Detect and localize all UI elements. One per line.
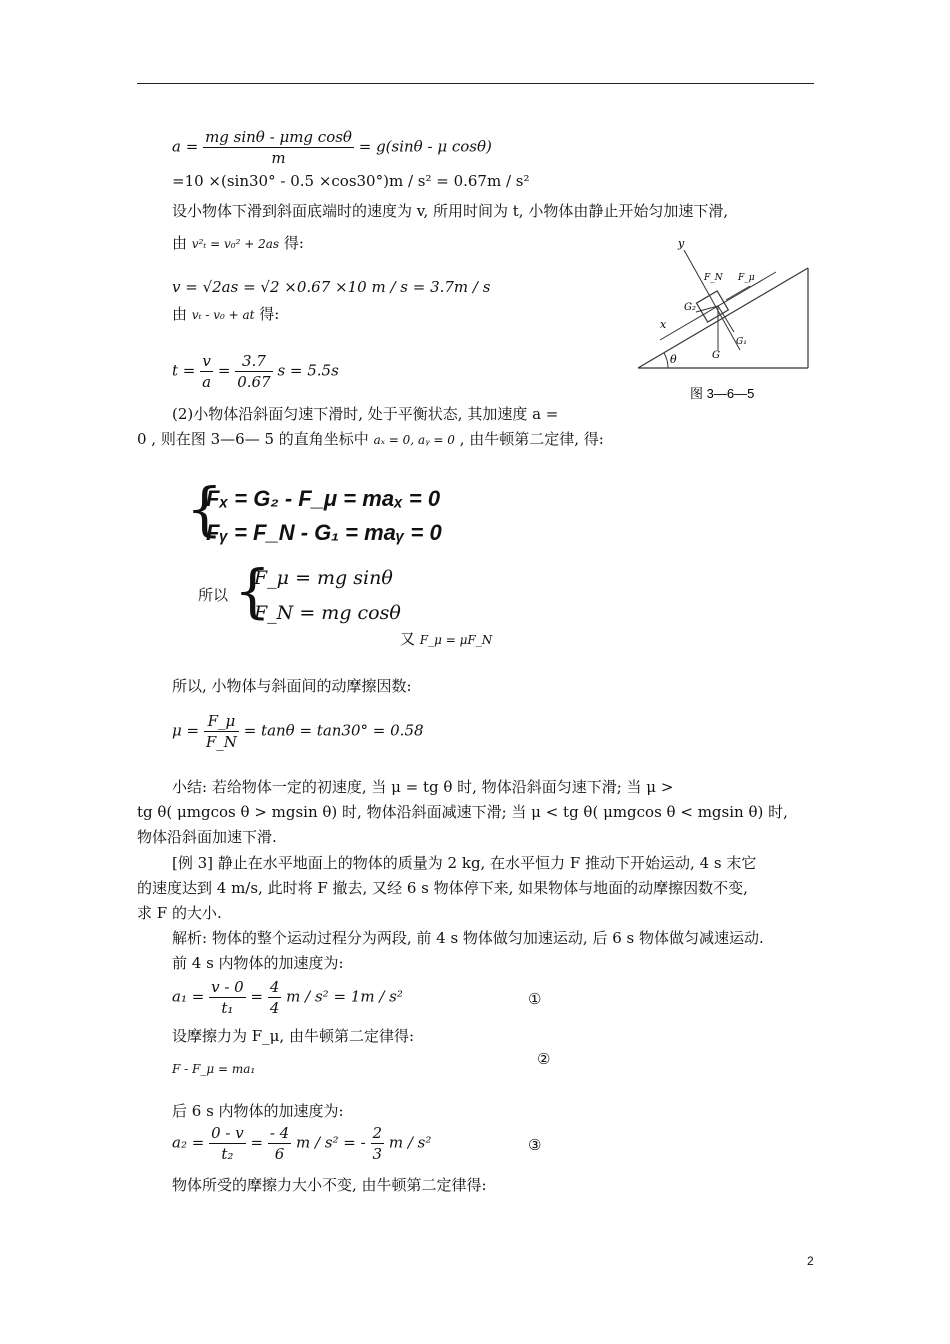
summary-line-2: tg θ( μmgcos θ > mgsin θ) 时, 物体沿斜面减速下滑; 当 μ < tg θ( μmgcos θ < mgsin θ) 时, [137, 803, 788, 821]
example3-line-1: [例 3] 静止在水平地面上的物体的质量为 2 kg, 在水平恒力 F 推动下开始运动, 4 s 末它 [172, 854, 757, 872]
equation-fn: F_N = mg cosθ [254, 602, 401, 624]
brace-system-1: { [186, 475, 223, 543]
analysis-line-2: 前 4 s 内物体的加速度为: [172, 954, 344, 972]
paragraph-equilibrium-1: (2)小物体沿斜面匀速下滑时, 处于平衡状态, 其加速度 a = [172, 405, 559, 423]
label-theta: θ [670, 353, 677, 366]
paragraph-kinematics-2: 由 vₜ - v₀ + at 得: [172, 305, 280, 323]
equation-mark-2: ② [537, 1050, 551, 1068]
label-fmu: F_μ [738, 273, 755, 283]
y-axis-line [684, 250, 740, 350]
equation-mark-3: ③ [528, 1136, 542, 1154]
angle-arc [664, 353, 668, 368]
paragraph-setup: 设小物体下滑到斜面底端时的速度为 v, 所用时间为 t, 小物体由静止开始匀加速下滑, [172, 202, 729, 220]
analysis-line-4: 后 6 s 内物体的加速度为: [172, 1102, 344, 1120]
fmu-line [726, 286, 750, 300]
equation-fmu: F_μ = mg sinθ [254, 567, 393, 589]
formula-time: t = $\frac{v}{a}$ = $\frac{3.7}{0.67}$ s = 5.5s [172, 352, 339, 391]
label-x: x [660, 318, 667, 331]
formula-mu: μ = $\frac{F\_\mu}{F\_N}$ = tanθ = tan30° = 0.58 [172, 712, 424, 751]
analysis-line-1: 解析: 物体的整个运动过程分为两段, 前 4 s 物体做匀加速运动, 后 6 s 物体做匀减速运动. [172, 929, 764, 947]
formula-a1: a₁ = $\frac{v - 0}{\text{t₁}}$ = $\frac{4}{4}$ m / s² = 1m / s² [172, 978, 403, 1017]
summary-line-1: 小结: 若给物体一定的初速度, 当 μ = tg θ 时, 物体沿斜面匀速下滑; 当 μ > [172, 778, 674, 796]
label-g: G [712, 350, 720, 361]
incline-figure [630, 232, 810, 407]
equation-mark-1: ① [528, 990, 542, 1008]
equation-y: Fᵧ = F_N - G₁ = maᵧ = 0 [206, 520, 442, 545]
label-so: 所以 [198, 586, 229, 604]
paragraph-kinematics-1: 由 v²ₜ = v₀² + 2as 得: [172, 234, 304, 252]
page-number: 2 [807, 1254, 814, 1268]
header-rule [137, 83, 814, 84]
formula-acceleration: a = $\frac{\text{mg sinθ - μmg cosθ}}{m}$ = g(sinθ - μ cosθ) [172, 128, 492, 167]
analysis-line-3: 设摩擦力为 F_μ, 由牛顿第二定律得: [172, 1027, 415, 1045]
brace-system-2: { [234, 557, 271, 625]
summary-line-3: 物体沿斜面加速下滑. [137, 828, 277, 846]
example3-line-2: 的速度达到 4 m/s, 此时将 F 撤去, 又经 6 s 物体停下来, 如果物体与地面的动摩擦因数不变, [137, 879, 748, 897]
example3-line-3: 求 F 的大小. [137, 904, 222, 922]
label-also: 又 F_μ = μF_N [400, 630, 493, 648]
formula-a2: a₂ = $\frac{0 - v}{\text{t₂}}$ = $\frac{- 4}{6}$ m / s² = - $\frac{2}{3}$ m / s² [172, 1124, 432, 1163]
figure-caption: 图 3—6—5 [690, 386, 755, 401]
label-y: y [678, 237, 685, 250]
formula-newton-1: F - F_μ = ma₁ [172, 1062, 256, 1076]
formula-acceleration-numeric: =10 ×(sin30° - 0.5 ×cos30°)m / s² = 0.67m / s² [172, 172, 530, 190]
label-g1: G₁ [736, 337, 747, 347]
paragraph-friction-coefficient: 所以, 小物体与斜面间的动摩擦因数: [172, 677, 412, 695]
paragraph-equilibrium-2: 0 , 则在图 3—6— 5 的直角坐标中 aₓ = 0, aᵧ = 0 , 由牛顿第二定律, 得: [137, 430, 604, 448]
analysis-line-5: 物体所受的摩擦力大小不变, 由牛顿第二定律得: [172, 1176, 487, 1194]
label-g2: G₂ [684, 302, 696, 313]
formula-velocity: v = √2as = √2 ×0.67 ×10 m / s = 3.7m / s [172, 278, 491, 296]
label-fn: F_N [704, 273, 723, 283]
equation-x: Fₓ = G₂ - F_μ = maₓ = 0 [206, 486, 441, 511]
